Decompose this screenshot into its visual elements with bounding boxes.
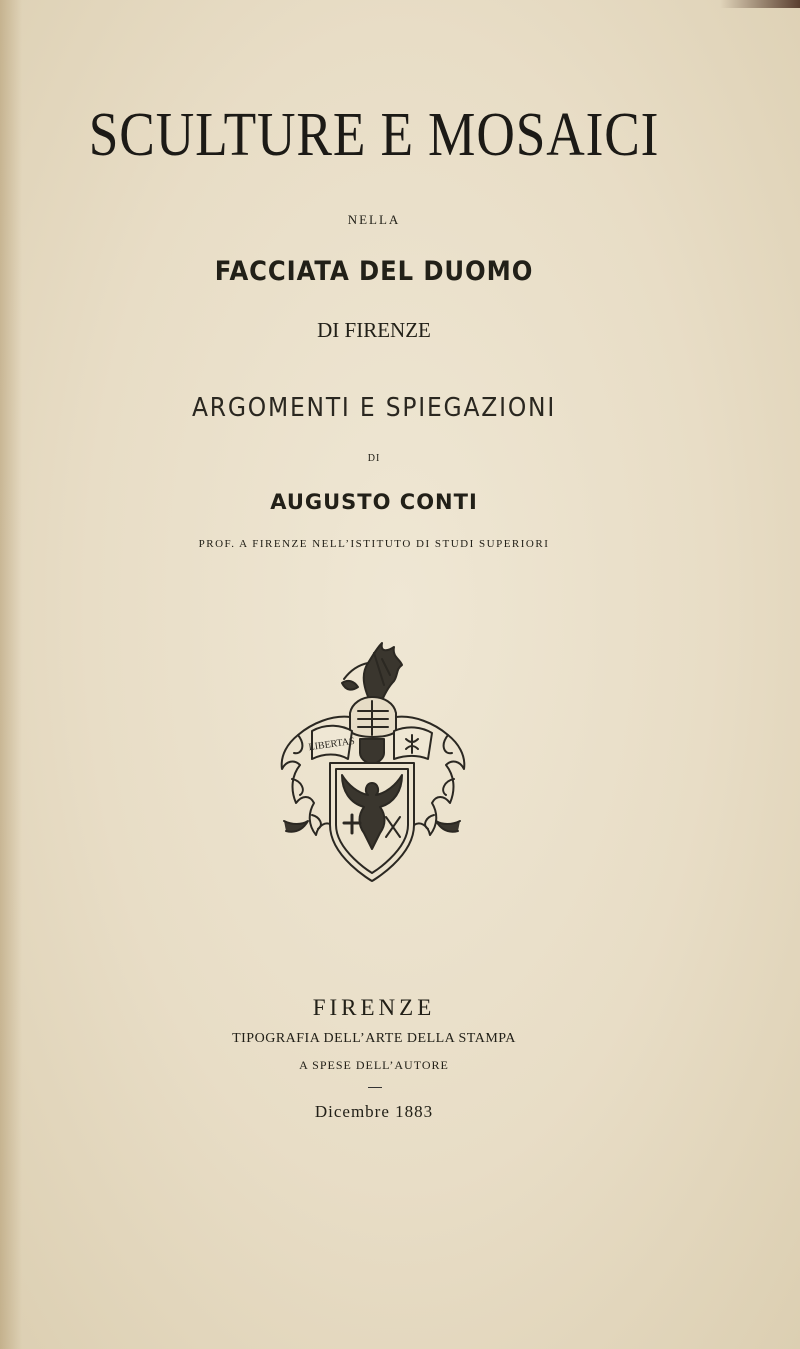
book-subject: FACCIATA DEL DUOMO bbox=[214, 256, 534, 287]
imprint-printer: TIPOGRAFIA DELL’ARTE DELLA STAMPA bbox=[232, 1031, 516, 1046]
by-line: DI bbox=[367, 453, 381, 464]
title-connector: NELLA bbox=[347, 212, 401, 227]
author-name: AUGUSTO CONTI bbox=[270, 490, 478, 514]
emblem-motto: LIBERTAS bbox=[307, 735, 356, 754]
coat-of-arms-icon bbox=[272, 635, 472, 890]
book-title: SCULTURE E MOSAICI bbox=[88, 101, 660, 169]
imprint-city: FIRENZE bbox=[312, 995, 436, 1020]
imprint-date: Dicembre 1883 bbox=[314, 1102, 434, 1121]
imprint-divider bbox=[368, 1087, 382, 1088]
book-subject-city: DI FIRENZE bbox=[317, 318, 431, 342]
book-subtitle: ARGOMENTI E SPIEGAZIONI bbox=[191, 393, 557, 423]
imprint-note: A SPESE DELL’AUTORE bbox=[299, 1058, 449, 1072]
author-role: PROF. A FIRENZE NELL’ISTITUTO DI STUDI SUPERIORI bbox=[198, 538, 550, 550]
